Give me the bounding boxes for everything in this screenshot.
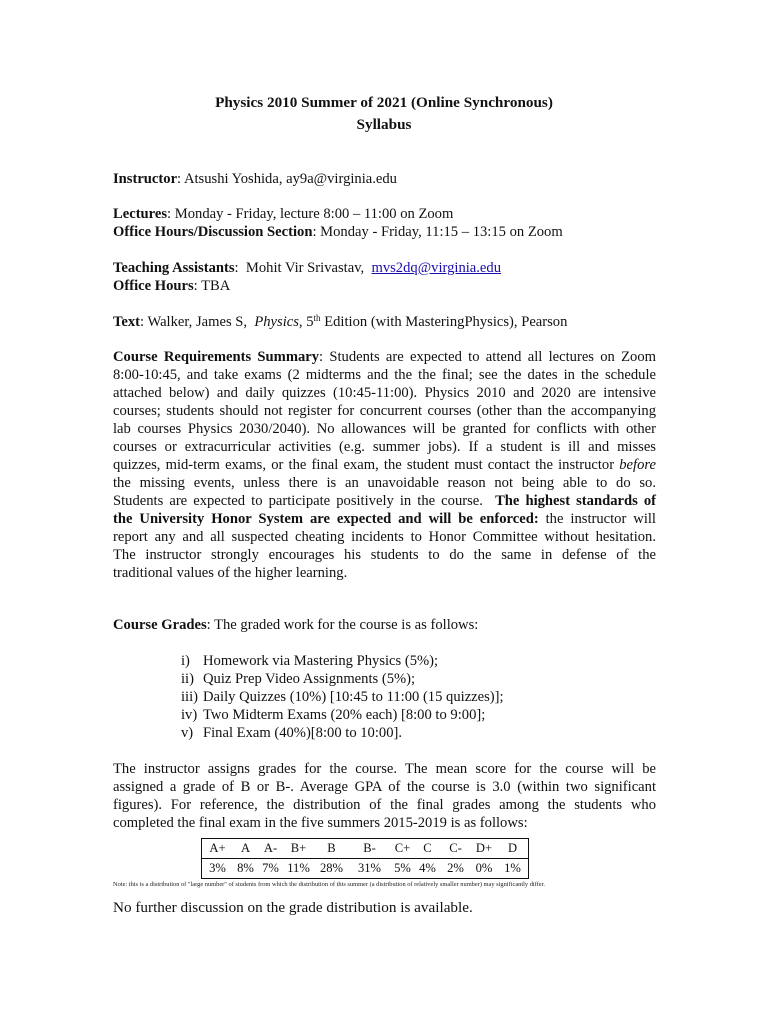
textbook-author: : Walker, James S, [140, 314, 255, 330]
list-item [181, 653, 438, 670]
grade-percent-cell: 28% [319, 861, 344, 875]
requirements-line-3: attached below) and daily quizzes (10:45-11:00). Physics 2010 and 2020 are intensive [113, 385, 656, 401]
requirements-line-5: lab courses Physics 2030/2040). No allowances will be granted for conflicts with other [113, 421, 656, 437]
requirements-text-10: the instructor will [538, 511, 656, 527]
list-item-number: ii) [181, 671, 194, 687]
grade-percent-cell: 5% [394, 861, 411, 875]
office-hours-value: : TBA [193, 278, 231, 294]
requirements-line-8: the missing events, unless there is an unavoidable reason not being able to do so. [113, 475, 656, 491]
grade-paragraph-line-3: figures). For reference, the distribution of the final grades among the students who [113, 797, 656, 813]
requirements-line-4: courses; students should not register for concurrent courses (other than the accompanying [113, 403, 656, 419]
teaching-assistants-line [113, 260, 501, 277]
grade-header-cell: C- [440, 839, 471, 859]
textbook-edition-num: 5 [302, 314, 314, 330]
requirements-line-13: traditional values of the higher learning. [113, 565, 348, 581]
grade-paragraph-line-2: assigned a grade of B or B-. Average GPA of the course is 3.0 (within two significant [113, 779, 656, 795]
requirements-line-2: 8:00-10:45, and take exams (2 midterms and the the final; see the dates in the schedule [113, 367, 656, 383]
list-item [181, 671, 415, 688]
requirements-line-11: report any and all suspected cheating incidents to Honor Committee without hesitation. [113, 529, 656, 545]
instructor-value: : Atsushi Yoshida, ay9a@virginia.edu [177, 171, 397, 187]
office-hours-label: Office Hours [113, 278, 194, 294]
grade-percent-cell: 7% [262, 861, 279, 875]
list-item-text: Daily Quizzes (10%) [10:45 to 11:00 (15 quizzes)]; [203, 689, 504, 705]
requirements-text-1: : Students are expected to attend all lectures on Zoom [319, 349, 656, 365]
office-hours-discussion-value: : Monday - Friday, 11:15 – 13:15 on Zoom [312, 224, 563, 240]
grade-percent-cell: 31% [357, 861, 382, 875]
lectures-line [113, 206, 453, 223]
office-hours-discussion-line [113, 224, 563, 241]
grade-header-cell: D+ [471, 839, 497, 859]
grade-header-cell: B+ [283, 839, 314, 859]
before-word: before [619, 457, 656, 473]
list-item [181, 689, 504, 706]
requirements-text-7: quizzes, mid-term exams, or the final exam, the student must contact the instructor [113, 457, 620, 473]
grade-header-cell: C+ [390, 839, 415, 859]
ta-email-link[interactable]: mvs2dq@virginia.edu [371, 260, 501, 276]
list-item-number: iii) [181, 689, 199, 705]
grade-header-cell: B [314, 839, 349, 859]
requirements-text-9: Students are expected to participate positively in the course. [113, 493, 496, 509]
list-item-text: Homework via Mastering Physics (5%); [203, 653, 439, 669]
list-item-number: i) [181, 653, 190, 669]
grade-header-cell: C [415, 839, 440, 859]
grade-percent-cell: 3% [209, 861, 226, 875]
grade-percent-cell: 11% [287, 861, 310, 875]
footer-text: No further discussion on the grade distribution is available. [113, 899, 473, 916]
grade-paragraph-line-4: completed the final exam in the five summers 2015-2019 is as follows: [113, 815, 528, 831]
distribution-note: Note: this is a distribution of "large number" of students from which the distribution of this summer (a distribution of relatively smaller number) may significantly differ. [113, 881, 546, 888]
grade-percent-cell: 1% [504, 861, 521, 875]
grade-distribution-table [201, 838, 529, 879]
lectures-label: Lectures [113, 206, 168, 222]
course-grades-value: : The graded work for the course is as follows: [206, 617, 479, 633]
requirements-line-12: The instructor strongly encourages his students to do the same in defense of the [113, 547, 656, 563]
textbook-title: Physics, [254, 314, 303, 330]
instructor-label: Instructor [113, 171, 178, 187]
list-item-text: Quiz Prep Video Assignments (5%); [203, 671, 416, 687]
grade-paragraph-line-1: The instructor assigns grades for the course. The mean score for the course will be [113, 761, 656, 777]
textbook-edition-sup: th [313, 313, 321, 323]
requirements-line-7 [113, 457, 656, 474]
grade-percent-cell: 0% [475, 861, 493, 875]
course-grades-label: Course Grades [113, 617, 207, 633]
list-item-text: Two Midterm Exams (20% each) [8:00 to 9:00]; [203, 707, 486, 723]
textbook-label: Text [113, 314, 141, 330]
honor-bold-b: the University Honor System are expected and will be enforced: [113, 511, 539, 527]
honor-bold-a: The highest standards of [495, 493, 656, 509]
list-item [181, 707, 485, 724]
teaching-assistants-label: Teaching Assistants [113, 260, 235, 276]
list-item-number: iv) [181, 707, 198, 723]
grade-percent-cell: 4% [419, 861, 436, 875]
grade-percent-row [202, 859, 529, 879]
grade-header-cell: A+ [202, 839, 234, 859]
office-hours-discussion-label: Office Hours/Discussion Section [113, 224, 313, 240]
grade-header-row [202, 839, 529, 859]
list-item-text: Final Exam (40%)[8:00 to 10:00]. [203, 725, 403, 741]
requirements-line-9 [113, 493, 656, 510]
grade-header-cell: B- [349, 839, 390, 859]
grade-header-cell: D [497, 839, 529, 859]
requirements-line-6: courses or extracurricular activities (e.g. summer jobs). If a student is ill and misses [113, 439, 656, 455]
grade-percent-cell: 8% [237, 861, 254, 875]
lectures-value: : Monday - Friday, lecture 8:00 – 11:00 on Zoom [167, 206, 454, 222]
list-item [181, 725, 402, 742]
requirements-label: Course Requirements Summary [113, 349, 320, 365]
textbook-line [113, 314, 567, 331]
teaching-assistants-value: : Mohit Vir Srivastav, [234, 260, 372, 276]
textbook-edition: Edition (with MasteringPhysics), Pearson [320, 314, 568, 330]
office-hours-line [113, 278, 230, 295]
grade-header-cell: A [233, 839, 258, 859]
instructor-line [113, 171, 397, 188]
requirements-line-1 [113, 349, 656, 366]
course-grades-line [113, 617, 478, 634]
page-title: Physics 2010 Summer of 2021 (Online Synchronous) [215, 94, 553, 111]
list-item-number: v) [181, 725, 194, 741]
page-subtitle: Syllabus [356, 116, 412, 133]
requirements-line-10 [113, 511, 656, 528]
grade-header-cell: A- [258, 839, 283, 859]
grade-percent-cell: 2% [447, 861, 464, 875]
